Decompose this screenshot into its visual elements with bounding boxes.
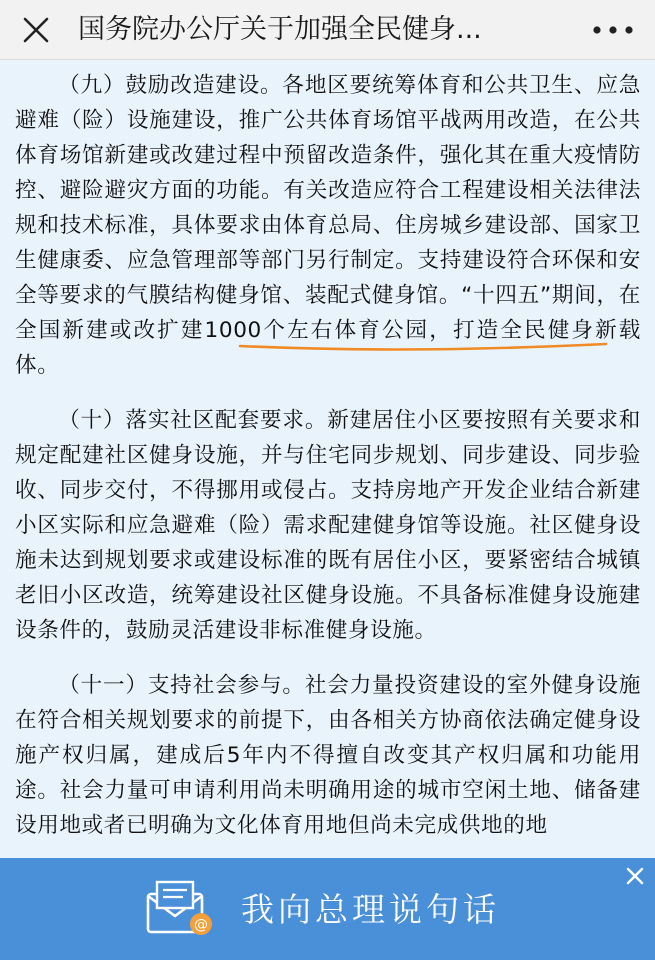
- close-icon[interactable]: [20, 14, 52, 46]
- paragraph-9-text-before: （九）鼓励改造建设。各地区要统筹体育和公共卫生、应急避难（险）设施建设，推广公共体育场馆平战两用改造，在公共体育场馆新建或改建过程中预留改造条件，强化其在重大疫情防控、避险避灾方面的功能。有关改造应符合工程建设相关法律法规和技术标准，具体要求由体育总局、住房城乡建设部、国家卫生健康委、应急管理部等部门另行制定。支持建设符合环保和安全等要求的: [15, 73, 641, 308]
- paragraph-9-text-after: 。“十四五”期间，在全国新建或改扩建1000个左右体育公园，打造全民健身新载体。: [15, 283, 642, 378]
- paragraph-10: （十）落实社区配套要求。新建居住小区要按照有关要求和规定配建社区健身设施，并与住宅同步规划、同步建设、同步验收、同步交付，不得挪用或侵占。支持房地产开发企业结合新建小区实际和应急避难（险）需求配建健身馆等设施。社区健身设施未达到规划要求或建设标准的既有居住小区，要紧密结合城镇老旧小区改造，统筹建设社区健身设施。不具备标准健身设施建设条件的，鼓励灵活建设非标准健身设施。: [15, 408, 641, 643]
- mail-icon: [145, 880, 217, 938]
- paragraph-11: （十一）支持社会参与。社会力量投资建设的室外健身设施在符合相关规划要求的前提下，由各相关方协商依法确定健身设施产权归属，建成后5年内不得擅自改变其产权归属和功能用途。社会力量可申请利用尚未明确用途的城市空闲土地、储备建设用地或者已明确为文化体育用地但尚未完成供地的地: [15, 673, 641, 838]
- page-title: 国务院办公厅关于加强全民健身...: [78, 14, 482, 45]
- paragraph-9: [15, 68, 641, 383]
- highlighted-phrase: 气膜结构健身馆、装配式健身馆: [126, 283, 439, 308]
- banner-close-icon[interactable]: [625, 866, 645, 886]
- svg-text:@: @: [194, 917, 208, 933]
- article-body: [15, 68, 641, 843]
- article-scroll-area[interactable]: [0, 60, 655, 860]
- feedback-banner[interactable]: [0, 858, 655, 960]
- app-header: [0, 0, 655, 60]
- banner-label[interactable]: 我向总理说句话: [241, 890, 500, 929]
- more-options-icon[interactable]: [589, 18, 637, 42]
